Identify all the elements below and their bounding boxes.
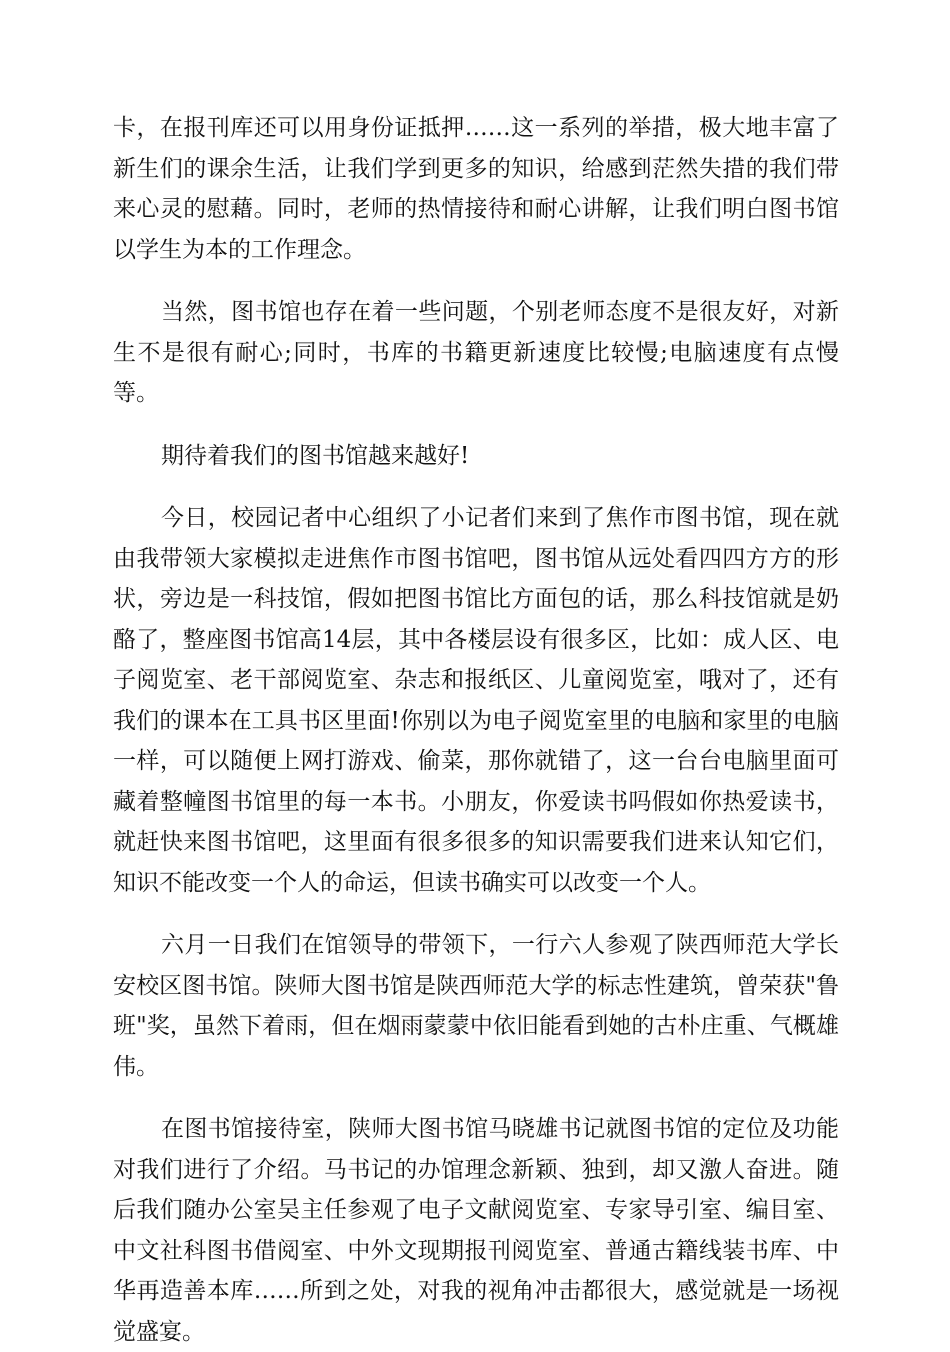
document-body: [113, 108, 839, 1352]
paragraph-6: 在图书馆接待室，陕师大图书馆马晓雄书记就图书馆的定位及功能对我们进行了介绍。马书记的办馆理念新颖、独到，却又激人奋进。随后我们随办公室吴主任参观了电子文献阅览室、专家导引室、编目室、中文社科图书借阅室、中外文现期报刊阅览室、普通古籍线装书库、中华再造善本库……所到之处，对我的视角冲击都很大，感觉就是一场视觉盛宴。: [113, 1116, 839, 1345]
paragraph-5: 六月一日我们在馆领导的带领下，一行六人参观了陕西师范大学长安校区图书馆。陕师大图书馆是陕西师范大学的标志性建筑，曾荣获"鲁班"奖，虽然下着雨，但在烟雨蒙蒙中依旧能看到她的古朴庄重、气概雄伟。: [113, 932, 839, 1080]
paragraph-3: 期待着我们的图书馆越来越好!: [161, 442, 470, 469]
paragraph-4: 今日，校园记者中心组织了小记者们来到了焦作市图书馆，现在就由我带领大家模拟走进焦作市图书馆吧，图书馆从远处看四四方方的形状，旁边是一科技馆，假如把图书馆比方面包的话，那么科技馆就是奶酪了，整座图书馆高14层，其中各楼层设有很多区，比如：成人区、电子阅览室、老干部阅览室、杂志和报纸区、儿童阅览室，哦对了，还有我们的课本在工具书区里面!你别以为电子阅览室里的电脑和家里的电脑一样，可以随便上网打游戏、偷菜，那你就错了，这一台台电脑里面可藏着整幢图书馆里的每一本书。小朋友，你爱读书吗假如你热爱读书，就赶快来图书馆吧，这里面有很多很多的知识需要我们进来认知它们，知识不能改变一个人的命运，但读书确实可以改变一个人。: [113, 505, 839, 896]
paragraph-1: 卡，在报刊库还可以用身份证抵押……这一系列的举措，极大地丰富了新生们的课余生活，让我们学到更多的知识，给感到茫然失措的我们带来心灵的慰藉。同时，老师的热情接待和耐心讲解，让我们明白图书馆以学生为本的工作理念。: [113, 115, 839, 263]
paragraph-2: 当然，图书馆也存在着一些问题，个别老师态度不是很友好，对新生不是很有耐心;同时，书库的书籍更新速度比较慢;电脑速度有点慢等。: [113, 299, 839, 406]
